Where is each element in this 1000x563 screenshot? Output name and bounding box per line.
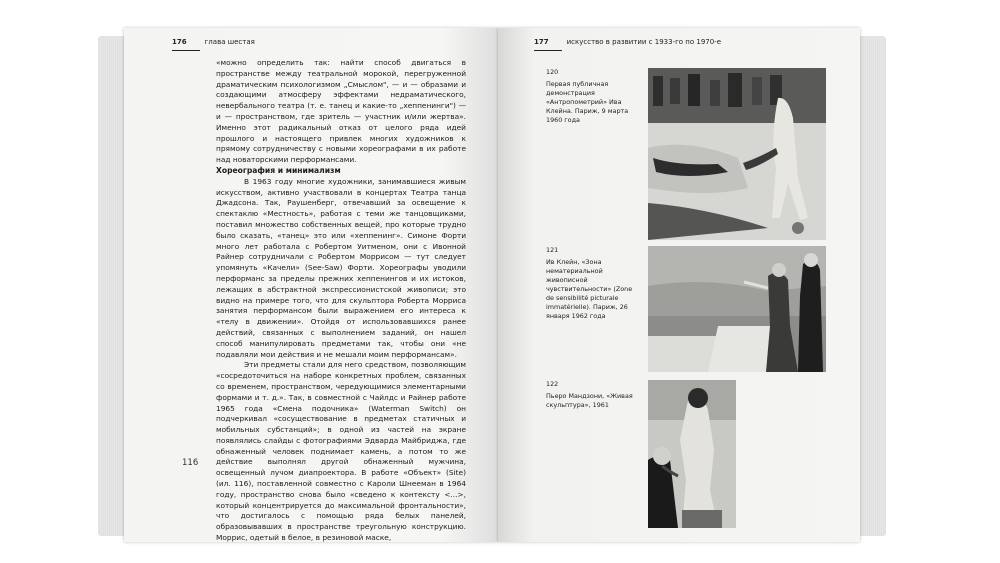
- right-header-rule: [534, 50, 562, 51]
- left-running-head: [172, 38, 255, 46]
- caption-text: Ив Клейн, «Зона нематериальной живописной чувствительности» (Zone de sensibilité picturale immatérielle). Париж, 26 января 1962 года: [546, 258, 633, 320]
- photo-living-sculpture: [648, 380, 736, 528]
- paragraph-2: Эти предметы стали для него средством, позволяющим «сосредоточиться на наборе конкретных проблем, связанных со временем, пространством, чередующимися элементарными формами и т. д.». Так, в совместной с Чайлдс и Райнер работе 1965 года «Смена подочника» (Waterman Switch) он подчеркивал «сосуществование в предметах статичных и мобильных субстанций»; в одной из частей на экране появлялись слайды с фотографиями Эдварда Майбриджа, где обнаженный человек поднимает камень, а потом то же действие выполнял другой обнаженный мужчина, освещенный лучом диапроектора. В работе «Объект» (Site) (ил. 116), поставленной совместно с Кароли Шнееман в 1964 году, пространство снова было «сведено к контексту <...>, который концентрируется до максимальной фронтальности», что достигалось с помощью ряда белых панелей, образовывавших в пространстве треугольную конструкцию. Моррис, одетый в белое, в резиновой маске,: [216, 360, 466, 543]
- paragraph-1: В 1963 году многие художники, занимавшиеся живым искусством, активно участвовали в концертах Театра танца Джадсона. Так, Раушенберг, отвечавший за освещение к спектаклю «Местность», работая с теми же танцовщиками, поставил множество собственных вещей, про которые трудно было сказать, «танец» это или «хеппенинг». Симоне Форти много лет работала с Робертом Уитменом, они с Ивонной Райнер сотрудничали с Робертом Моррисом — тут следует упомянуть «Качели» (See-Saw) Форти. Хореографы уводили перформанс за пределы прежних хеппенингов и их истоков, лежащих в абстрактной экспрессионистской живописи; это видно на примере того, что для скульптора Роберта Морриса занятия перформансом были выражением его интереса к «телу в движении». Отойдя от использовавшихся ранее действий, связанных с выполнением заданий, он нашел способ манипулировать предметами так, чтобы они «не подавляли мои действия и не мешали моим перформансам».: [216, 176, 466, 359]
- left-header-rule: [172, 50, 200, 51]
- caption-120: [546, 68, 642, 125]
- left-body-text: [216, 58, 466, 544]
- photo-anthropometry: [648, 68, 826, 240]
- open-book: [98, 22, 886, 544]
- caption-122: [546, 380, 642, 410]
- caption-number: 120: [546, 68, 559, 76]
- caption-number: 121: [546, 246, 559, 254]
- photo-immaterial-zone: [648, 246, 826, 372]
- caption-text: Пьеро Мандзони, «Живая скульптура», 1961: [546, 392, 633, 409]
- left-page-number: 176: [172, 38, 187, 46]
- right-chapter-title: искусство в развитии с 1933-го по 1970-е: [566, 38, 722, 46]
- section-title: Хореография и минимализм: [216, 165, 341, 175]
- right-page: [498, 28, 860, 542]
- caption-number: 122: [546, 380, 559, 388]
- caption-121: [546, 246, 642, 321]
- left-page: [124, 28, 498, 542]
- left-chapter-title: глава шестая: [204, 38, 255, 46]
- right-running-head: [534, 38, 721, 46]
- intro-paragraph: «можно определить так: найти способ двигаться в пространстве между театральной морокой, перегруженной драматическим психологизмом „Смыслом", — и — образами и создающими атмосферу эффектами недраматического, невербального театра (т. е. танец и какие-то „хеппенинги") — и — пространством, где зритель — участник и/или жертва». Именно этот радикальный отказ от целого ряда идей прошлого и настоящего привлек многих художников к прямому сотрудничеству с новыми хореографами в их работе над новаторскими перформансами.: [216, 58, 466, 165]
- caption-text: Первая публичная демонстрация «Антропометрий» Ива Клейна. Париж, 9 марта 1960 года: [546, 80, 629, 124]
- right-page-number: 177: [534, 38, 549, 46]
- margin-reference-number: 116: [182, 458, 199, 468]
- page-edges-right: [856, 36, 886, 536]
